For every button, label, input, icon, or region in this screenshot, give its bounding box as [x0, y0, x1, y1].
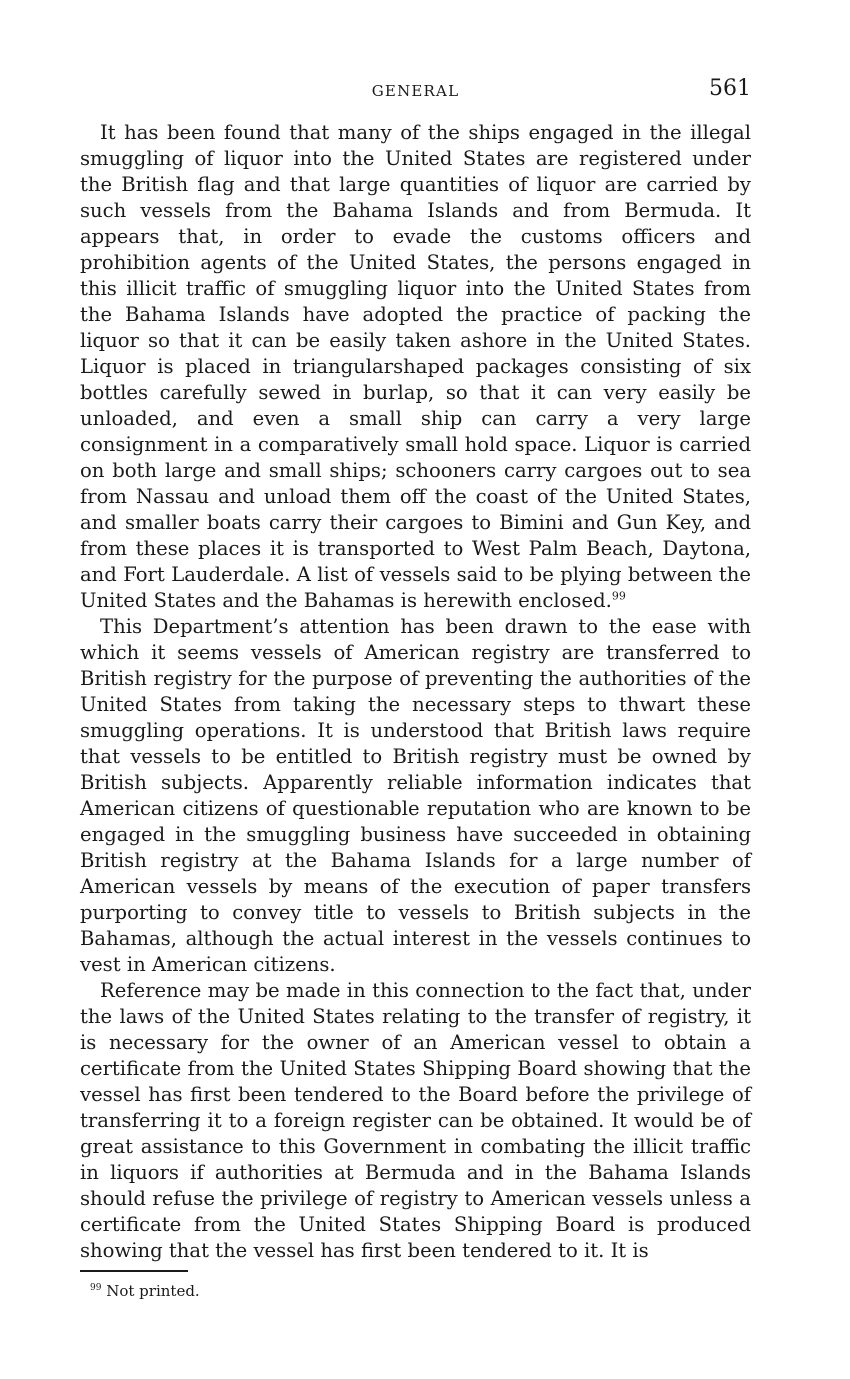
footnote-text: Not printed. [106, 1281, 200, 1300]
paragraph-1 [80, 120, 751, 614]
footnote [90, 1281, 751, 1301]
paragraph-2: This Department’s attention has been drawn to the ease with which it seems vessels of American registry are transferred to British registry for the purpose of preventing the authorities of the United States from taking the necessary steps to thwart these smuggling operations. It is understood that British laws require that vessels to be entitled to British registry must be owned by British subjects. Apparently reliable information indicates that American citizens of questionable reputation who are known to be engaged in the smuggling business have succeeded in obtaining British registry at the Bahama Islands for a large number of American vessels by means of the execution of paper transfers purporting to convey title to vessels to British subjects in the Bahamas, although the actual interest in the vessels continues to vest in American citizens. [80, 615, 751, 976]
footnote-marker: 99 [90, 1282, 102, 1293]
body-text [80, 120, 751, 1264]
document-page [80, 78, 751, 1301]
running-title: GENERAL [371, 82, 460, 100]
running-header [80, 78, 751, 112]
paragraph-1-text: It has been found that many of the ships engaged in the illegal smuggling of liquor into the United States are registered under the British flag and that large quantities of liquor are carried by such vessels from the Bahama Islands and from Bermuda. It appears that, in order to evade the customs officers and prohibition agents of the United States, the persons engaged in this illicit traffic of smuggling liquor into the United States from the Bahama Islands have adopted the practice of packing the liquor so that it can be easily taken ashore in the United States. Liquor is placed in triangularshaped packages consisting of six bottles carefully sewed in burlap, so that it can very easily be unloaded, and even a small ship can carry a very large consignment in a comparatively small hold space. Liquor is carried on both large and small ships; schooners carry cargoes out to sea from Nassau and unload them off the coast of the United States, and smaller boats carry their cargoes to Bimini and Gun Key, and from these places it is transported to West Palm Beach, Daytona, and Fort Lauderdale. A list of vessels said to be plying between the United States and the Bahamas is herewith enclosed. [80, 121, 751, 612]
page-number: 561 [709, 76, 751, 101]
footnote-reference: 99 [611, 589, 626, 603]
footnote-divider [80, 1270, 188, 1272]
paragraph-3: Reference may be made in this connection to the fact that, under the laws of the United States relating to the transfer of registry, it is necessary for the owner of an American vessel to obtain a certificate from the United States Shipping Board showing that the vessel has first been tendered to the Board before the privilege of transferring it to a foreign register can be obtained. It would be of great assistance to this Government in combating the illicit traffic in liquors if authorities at Bermuda and in the Bahama Islands should refuse the privilege of registry to American vessels unless a certificate from the United States Shipping Board is produced showing that the vessel has first been tendered to it. It is [80, 979, 751, 1262]
